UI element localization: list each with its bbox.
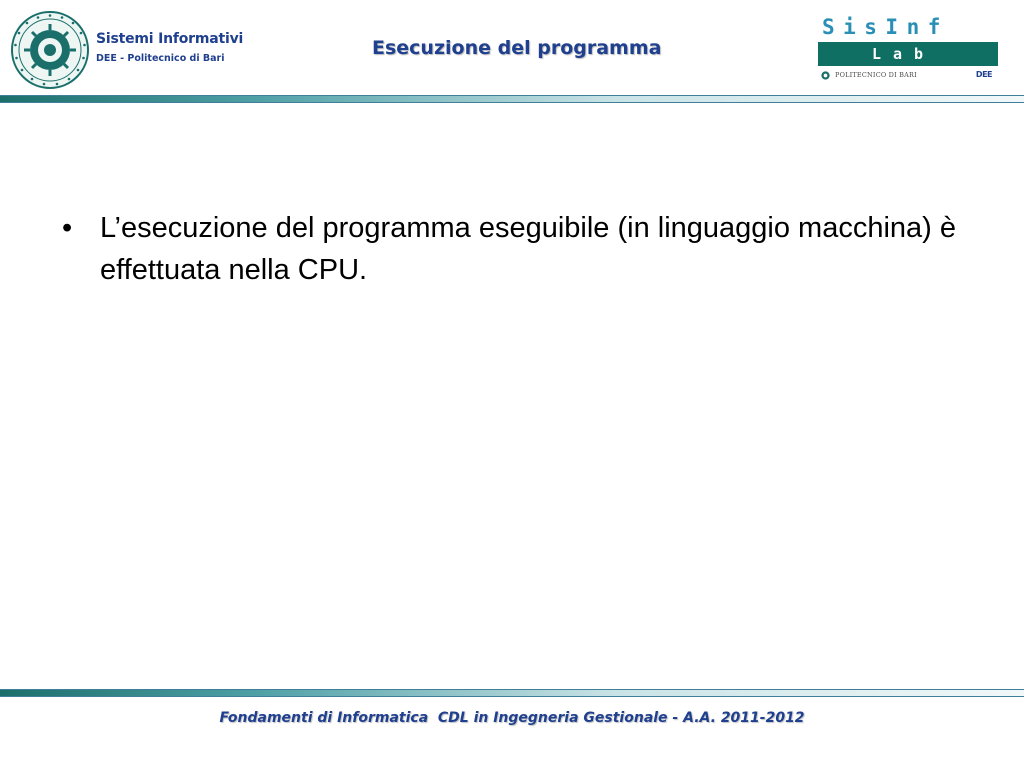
lab-logo-footer (820, 70, 996, 82)
footer-text: Fondamenti di Informatica CDL in Ingegneria Gestionale - A.A. 2011-2012 (219, 710, 805, 726)
gear-icon (820, 70, 831, 81)
slide-content (62, 207, 962, 291)
bullet-item (62, 207, 962, 291)
lab-logo-top-text: SisInf (822, 15, 949, 39)
lab-logo-foot-text: POLITECNICO DI BARI (835, 71, 917, 79)
bullet-text: L’esecuzione del programma eseguibile (in linguaggio macchina) è effettuata nella CPU. (100, 212, 957, 286)
header-divider (0, 95, 1024, 103)
university-seal-icon (10, 10, 90, 90)
sisinf-lab-logo (818, 14, 998, 84)
footer-divider (0, 689, 1024, 697)
brand-title: Sistemi Informativi (96, 31, 244, 47)
lab-logo-bar-text: Lab (818, 42, 998, 66)
brand-subtitle: DEE - Politecnico di Bari (96, 53, 225, 64)
lab-logo-foot-dee: DEE (975, 70, 992, 79)
bullet-icon: • (62, 212, 73, 244)
slide-title: Esecuzione del programma (372, 37, 662, 59)
